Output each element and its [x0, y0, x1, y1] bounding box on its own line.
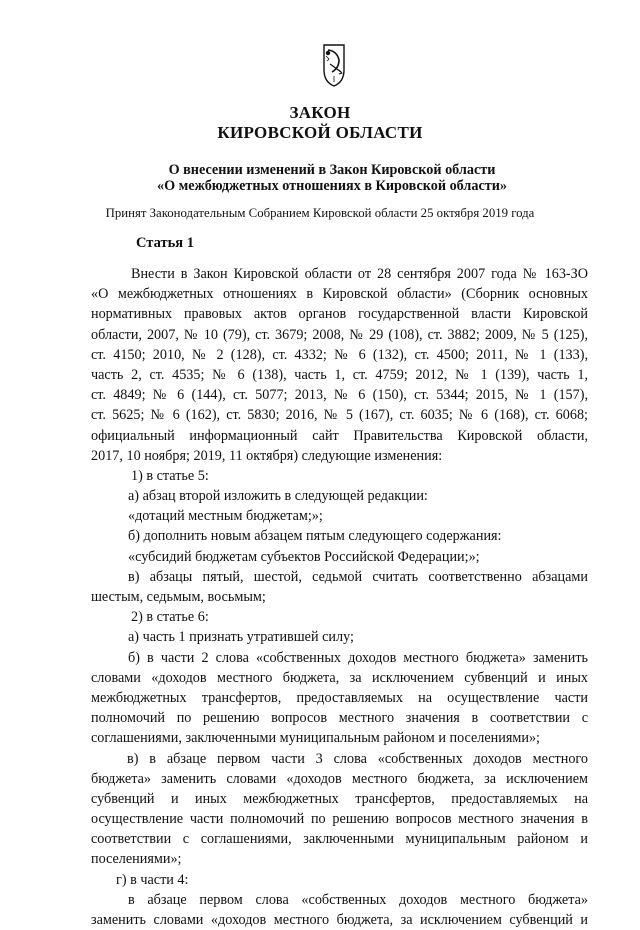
document-title-line1: ЗАКОН — [289, 103, 351, 122]
article-text-line: «О межбюджетных отношениях в Кировской области» (Сборник основных — [91, 286, 588, 303]
adoption-note: Принят Законодательным Собранием Кировской области 25 октября 2019 года — [105, 206, 535, 220]
article-text-line: бюджета» заменить словами «доходов местного бюджета, за исключением — [91, 770, 588, 787]
article-text-line: осуществление части полномочий по решению вопросов местного значения в — [91, 811, 588, 828]
article-text-line: а) часть 1 признать утратившей силу; — [128, 629, 354, 646]
article-text-line: в) в абзаце первом части 3 слова «собственных доходов местного — [127, 750, 588, 767]
article-text-line: заменить словами «доходов местного бюджета, за исключением субвенций и — [91, 912, 588, 928]
article-text-line: соответствии с соглашениями, заключенными муниципальным районом и — [91, 831, 588, 848]
article-text-line: часть 2, ст. 4535; № 6 (138), часть 1, ст. 4759; 2012, № 1 (139), часть 1, — [91, 366, 588, 383]
article-text-line: 2017, 10 ноября; 2019, 11 октября) следующие изменения: — [91, 447, 443, 464]
article-text-line: ст. 5625; № 6 (162), ст. 5830; 2016, № 5 (167), ст. 6035; № 6 (168), ст. 6068; — [91, 407, 588, 424]
article-text-line: межбюджетных трансфертов, предоставляемых на осуществление части — [91, 689, 588, 706]
article-text-line: полномочий по решению вопросов местного значения в соответствии с — [91, 710, 588, 727]
article-heading: Статья 1 — [136, 235, 194, 251]
kirov-coat-of-arms-icon — [320, 42, 348, 88]
article-body — [91, 264, 588, 930]
article-text-line: субвенций и иных межбюджетных трансфертов, предоставляемых на — [91, 790, 588, 807]
document-subtitle-line2: «О межбюджетных отношениях в Кировской области» — [156, 178, 508, 194]
article-text-line: официальный информационный сайт Правительства Кировской области, — [91, 427, 588, 444]
article-text-line: а) абзац второй изложить в следующей редакции: — [128, 488, 428, 505]
article-text-line: г) в части 4: — [116, 871, 189, 888]
article-text-line: поселениями»; — [91, 851, 182, 868]
article-text-line: соглашениями, заключенными муниципальным районом и поселениями»; — [91, 730, 540, 747]
document-subtitle-line1: О внесении изменений в Закон Кировской области — [168, 162, 496, 178]
article-text-line: 1) в статье 5: — [131, 467, 209, 484]
article-text-line: шестым, седьмым, восьмым; — [91, 589, 266, 605]
article-text-line: нормативных правовых актов органов государственной власти Кировской — [91, 306, 588, 323]
article-text-line: Внести в Закон Кировской области от 28 сентября 2007 года № 163-ЗО — [131, 266, 588, 282]
article-text-line: б) в части 2 слова «собственных доходов местного бюджета» заменить — [128, 649, 588, 666]
article-text-line: б) дополнить новым абзацем пятым следующего содержания: — [128, 528, 502, 545]
article-text-line: 2) в статье 6: — [131, 609, 209, 626]
article-text-line: «дотаций местным бюджетам;»; — [128, 508, 323, 525]
article-text-line: в) абзацы пятый, шестой, седьмой считать соответственно абзацами — [128, 568, 588, 585]
article-text-line: ст. 4849; № 6 (144), ст. 5077; 2013, № 6 (150), ст. 5344; 2015, № 1 (157), — [91, 387, 588, 404]
article-text-line: в абзаце первом слова «собственных доходов местного бюджета» — [128, 891, 588, 908]
document-title-line2: КИРОВСКОЙ ОБЛАСТИ — [217, 123, 423, 142]
article-text-line: области, 2007, № 10 (79), ст. 3679; 2008, № 29 (108), ст. 3882; 2009, № 5 (125), — [91, 326, 588, 343]
article-text-line: «субсидий бюджетам субъектов Российской Федерации;»; — [128, 548, 480, 565]
article-text-line: словами «доходов местного бюджета, за исключением субвенций и иных — [91, 669, 588, 686]
article-text-line: ст. 4150; 2010, № 2 (128), ст. 4332; № 6 (132), ст. 4500; 2011, № 1 (133), — [91, 346, 588, 363]
